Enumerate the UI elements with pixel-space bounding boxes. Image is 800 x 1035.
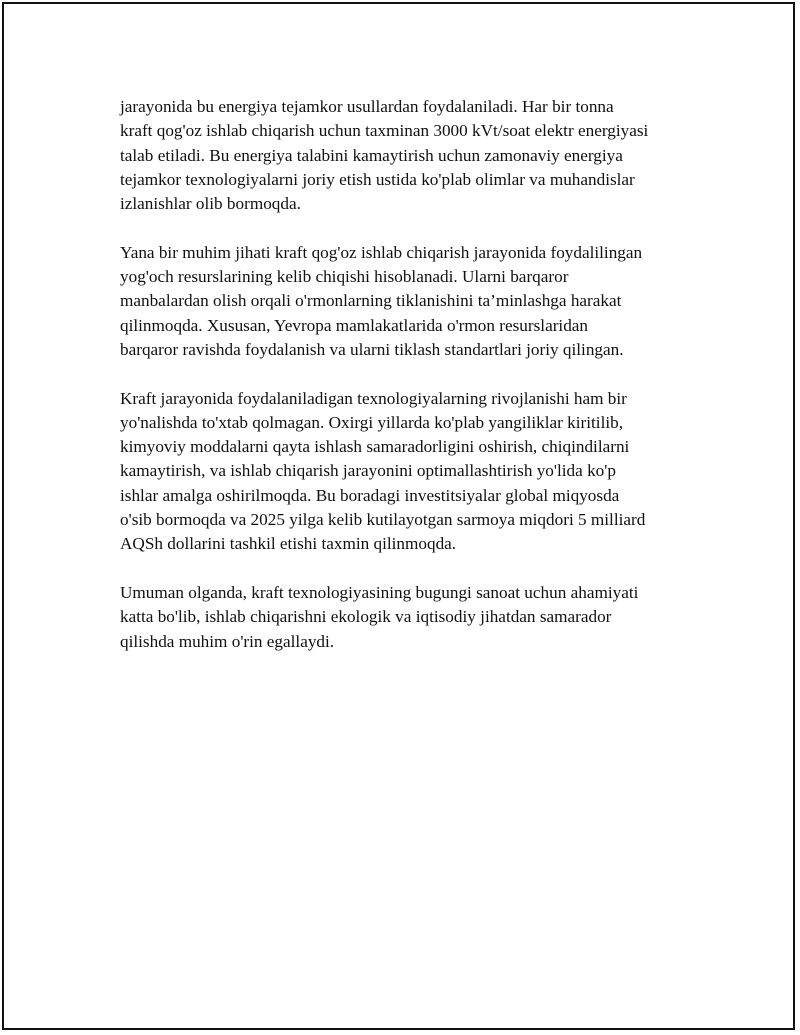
text-line: tejamkor texnologiyalarni joriy etish ustida ko'plab olimlar va muhandislar: [120, 169, 635, 189]
paragraph-technology: [120, 387, 720, 557]
text-line: qilinmoqda. Xususan, Yevropa mamlakatlarida o'rmon resurslaridan: [120, 315, 589, 335]
text-line: manbalardan olish orqali o'rmonlarning tiklanishini ta’minlashga harakat: [120, 291, 622, 311]
text-line: katta bo'lib, ishlab chiqarishni ekologik va iqtisodiy jihatdan samarador: [120, 607, 612, 627]
text-line: talab etiladi. Bu energiya talabini kamaytirish uchun zamonaviy energiya: [120, 145, 623, 165]
text-line: o'sib bormoqda va 2025 yilga kelib kutilayotgan sarmoya miqdori 5 milliard: [120, 510, 646, 530]
text-line: AQSh dollarini tashkil etishi taxmin qilinmoqda.: [120, 534, 457, 554]
text-line: jarayonida bu energiya tejamkor usullardan foydalaniladi. Har bir tonna: [120, 97, 614, 116]
paragraph-wood-resources: [120, 241, 720, 362]
paragraph-conclusion: [120, 581, 720, 654]
text-line: Umuman olganda, kraft texnologiyasining bugungi sanoat uchun ahamiyati: [120, 582, 639, 602]
text-line: qilishda muhim o'rin egallaydi.: [120, 631, 335, 651]
paragraph-energy: [120, 95, 720, 216]
text-line: Kraft jarayonida foydalaniladigan texnologiyalarning rivojlanishi ham bir: [120, 388, 627, 408]
text-line: yo'nalishda to'xtab qolmagan. Oxirgi yillarda ko'plab yangiliklar kiritilib,: [120, 412, 624, 432]
text-line: barqaror ravishda foydalanish va ularni tiklash standartlari joriy qilingan.: [120, 339, 624, 359]
text-line: yog'och resurslarining kelib chiqishi hisoblanadi. Ularni barqaror: [120, 267, 569, 287]
text-line: kamaytirish, va ishlab chiqarish jarayonini optimallashtirish yo'lida ko'p: [120, 461, 616, 481]
text-line: izlanishlar olib bormoqda.: [120, 194, 301, 214]
text-line: kimyoviy moddalarni qayta ishlash samaradorligini oshirish, chiqindilarni: [120, 437, 630, 457]
page-border: [2, 2, 795, 1030]
text-line: kraft qog'oz ishlab chiqarish uchun taxminan 3000 kVt/soat elektr energiyasi: [120, 121, 649, 141]
text-line: Yana bir muhim jihati kraft qog'oz ishlab chiqarish jarayonida foydalilingan: [120, 242, 643, 262]
document-body: [120, 95, 720, 678]
text-line: ishlar amalga oshirilmoqda. Bu boradagi investitsiyalar global miqyosda: [120, 485, 620, 505]
